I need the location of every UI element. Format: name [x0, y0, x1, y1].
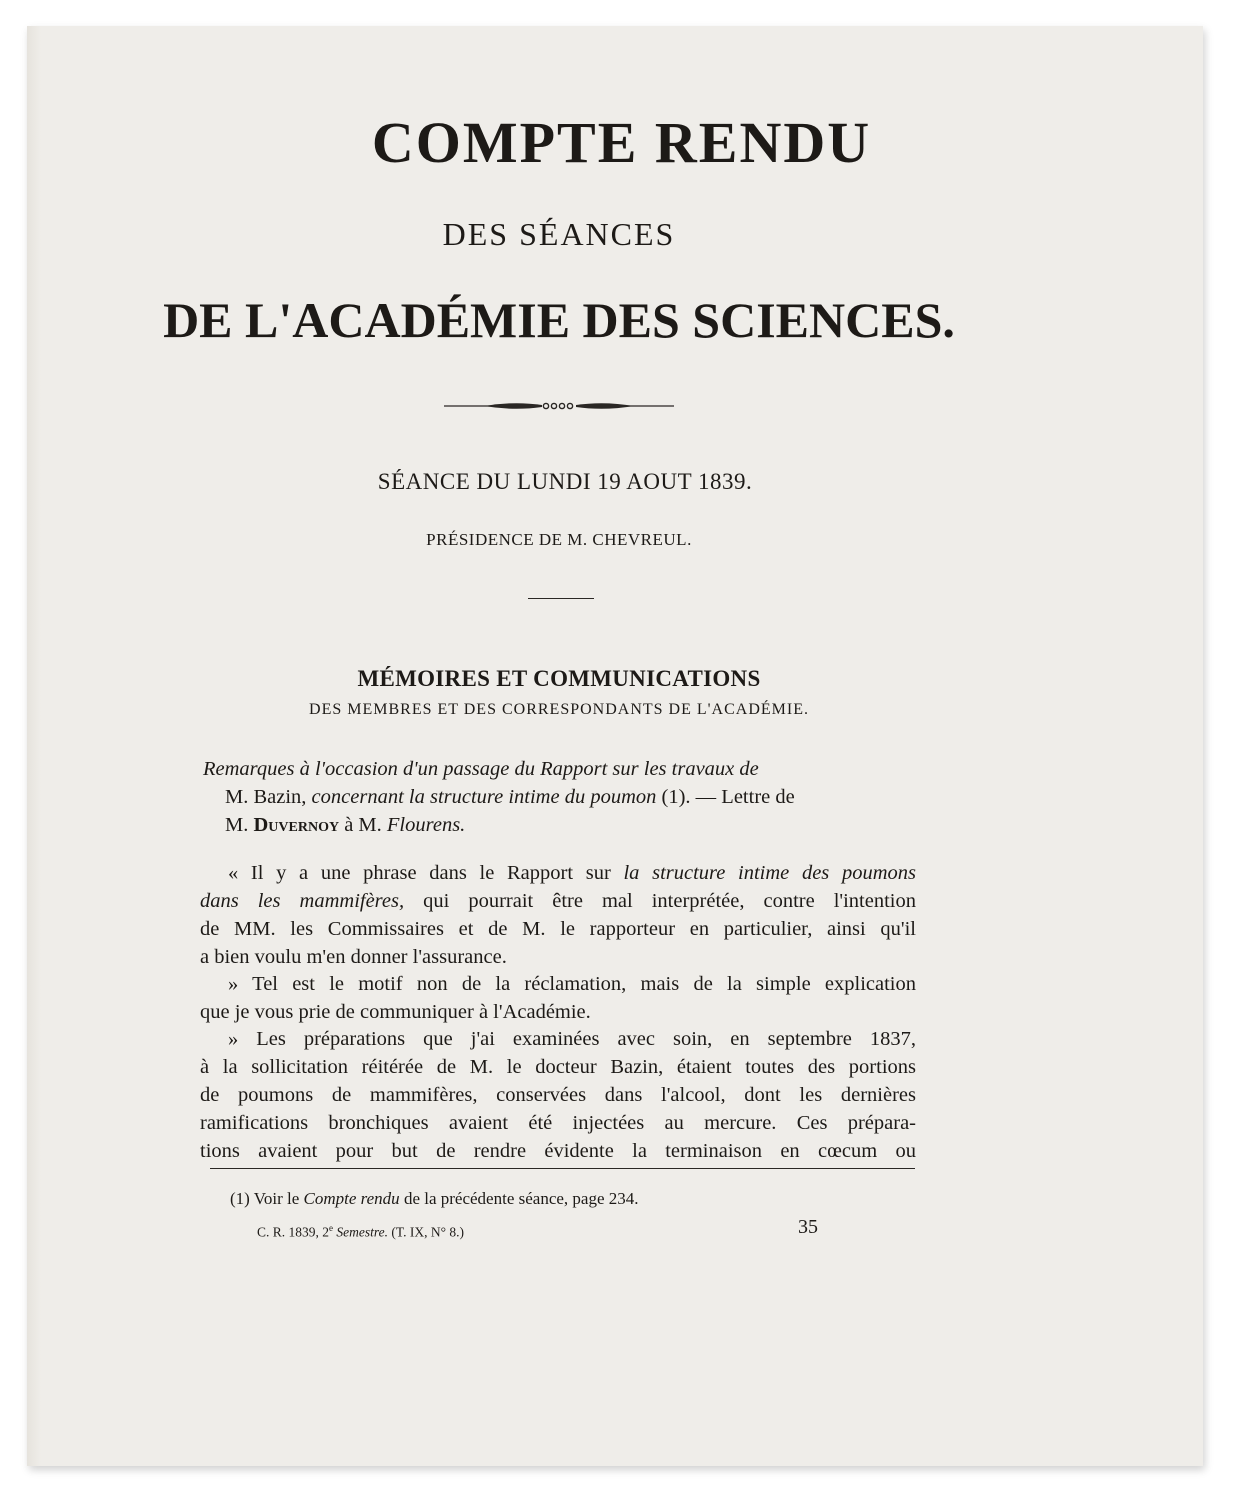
short-divider — [528, 598, 594, 599]
p1-line-1a: « Il y a une phrase dans le Rapport sur — [228, 862, 624, 884]
signature-line — [257, 1216, 464, 1245]
article-title-sender: Duvernoy — [253, 814, 340, 836]
article-title-recipient: Flourens. — [386, 814, 466, 836]
p1-line-4: a bien voulu m'en donner l'assurance. — [200, 946, 507, 968]
journal-title: COMPTE RENDU — [371, 110, 872, 175]
academy-title: DE L'ACADÉMIE DES SCIENCES. — [163, 292, 955, 348]
paragraph-2 — [200, 970, 916, 1026]
paragraph-3 — [200, 1025, 916, 1165]
article-title-author: M. Bazin, — [225, 786, 312, 808]
ornament-divider — [444, 396, 674, 416]
signature-semester: Semestre. — [333, 1224, 388, 1240]
p3-line-3: de poumons de mammifères, conservées dans l'alcool, dont les dernières — [200, 1084, 916, 1106]
article-title-letter: (1). — Lettre de — [656, 786, 795, 808]
section-heading: MÉMOIRES ET COMMUNICATIONS — [357, 666, 761, 691]
signature-sup: e — [329, 1223, 334, 1233]
paragraph-1 — [200, 859, 916, 971]
p2-line-2: que je vous prie de communiquer à l'Académie. — [200, 1001, 591, 1023]
p1-line-3: de MM. les Commissaires et de M. le rapporteur en particulier, ainsi qu'il — [200, 918, 916, 940]
article-title-m: M. — [225, 814, 254, 836]
presidency-line: PRÉSIDENCE DE M. CHEVREUL. — [426, 530, 692, 549]
p3-line-4: ramifications bronchiques avaient été injectées au mercure. Ces prépara- — [200, 1112, 916, 1134]
section-subheading: DES MEMBRES ET DES CORRESPONDANTS DE L'ACADÉMIE. — [309, 701, 809, 718]
signature-volume: C. R. 1839, 2 — [257, 1224, 330, 1240]
p3-line-1: » Les préparations que j'ai examinées avec soin, en septembre 1837, — [228, 1028, 916, 1050]
journal-subtitle: DES SÉANCES — [442, 216, 676, 252]
article-title-subject: concernant la structure intime du poumon — [311, 786, 657, 808]
footnote-suffix: de la précédente séance, page 234. — [399, 1189, 639, 1208]
session-date: SÉANCE DU LUNDI 19 AOUT 1839. — [377, 469, 753, 494]
p3-line-5: tions avaient pour but de rendre évidente la terminaison en cœcum ou — [200, 1140, 916, 1162]
article-title-line-1: Remarques à l'occasion d'un passage du Rapport sur les travaux de — [203, 758, 759, 780]
signature-tome: (T. IX, N° 8.) — [388, 1224, 465, 1240]
p1-line-2b: qui pourrait être mal interprétée, contre l'intention — [404, 890, 916, 912]
footnote-citation: Compte rendu — [303, 1189, 400, 1208]
footnote — [230, 1187, 639, 1211]
article-title — [203, 755, 919, 839]
footnote-prefix: (1) Voir le — [230, 1189, 304, 1208]
p1-line-1b: la structure intime des poumons — [623, 862, 916, 884]
footnote-rule — [210, 1168, 915, 1169]
p3-line-2: à la sollicitation réitérée de M. le docteur Bazin, étaient toutes des portions — [200, 1056, 916, 1078]
article-title-to: à M. — [339, 814, 387, 836]
p1-line-2a: dans les mammifères, — [200, 890, 405, 912]
p2-line-1: » Tel est le motif non de la réclamation, mais de la simple explication — [228, 973, 916, 995]
page-number: 35 — [798, 1216, 818, 1238]
